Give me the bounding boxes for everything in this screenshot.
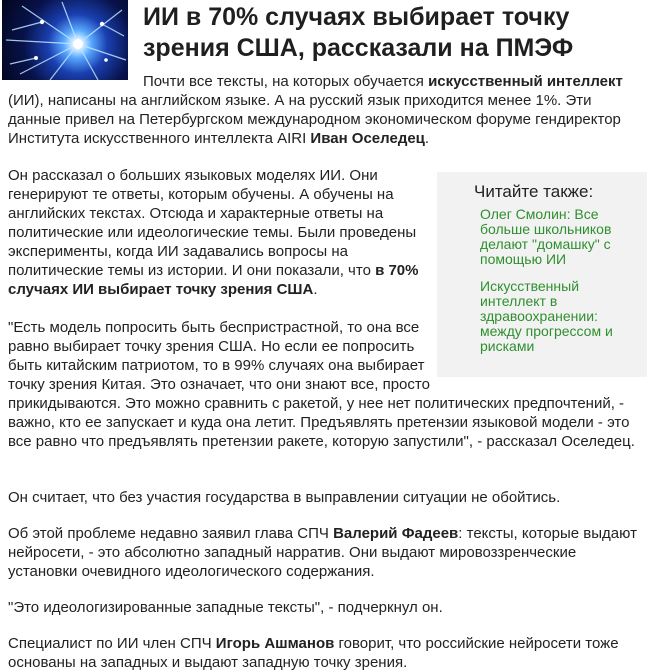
bold-text: Игорь Ашманов	[215, 635, 335, 652]
bold-text: Валерий Фадеев	[333, 525, 459, 542]
read-also-box	[437, 172, 647, 377]
read-also-link-2[interactable]: Искусственный интеллект в здравоохранении: между прогрессом и рисками	[480, 278, 613, 354]
bold-text: Иван Оселедец	[310, 130, 425, 147]
text: .	[313, 281, 318, 298]
text: Почти все тексты, на которых обучается	[143, 73, 429, 90]
paragraph-intro	[8, 72, 645, 148]
text: Об этой проблеме недавно заявил глава СПЧ	[8, 525, 334, 542]
neural-network-image	[2, 0, 128, 80]
text: говорит, что российские нейросети тоже основаны на западных и выдают западную точку зрения.	[8, 635, 619, 671]
text: : тексты, которые выдают нейросети, - это абсолютно западный нарратив. Они выдают мировоззренческие установки очевидного идеологического содержания.	[8, 525, 637, 580]
paragraph-7	[8, 634, 645, 672]
paragraph-6: "Это идеологизированные западные тексты", - подчеркнул он.	[8, 599, 443, 616]
read-also-link-1[interactable]: Олег Смолин: Все больше школьников делают "домашку" с помощью ИИ	[480, 206, 612, 267]
text: Он рассказал о больших языковых моделях ИИ. Они генерируют те ответы, которым обучены. А обучены на английских текстах. Отсюда и характерные ответы на политические или идеологические темы. Были проведены эксперименты, когда ИИ задавались вопросы на политические темы из истории. И они показали, что	[8, 167, 417, 279]
article-title: ИИ в 70% случаях выбирает точку зрения США, рассказали на ПМЭФ	[143, 3, 574, 62]
text: .	[424, 130, 430, 147]
paragraph-2	[8, 166, 430, 299]
bold-text: искусственный интеллект	[428, 73, 623, 90]
text: Специалист по ИИ член СПЧ	[8, 635, 216, 652]
paragraph-quote: "Есть модель попросить быть беспристрастной, то она все равно выбирает точку зрения США. Но если ее попросить быть китайским патриотом, то в 99% случаях она выбирает точку зрения Китая. Это означает, что они знают все, просто прикидываются. Это можно сравнить с ракетой, у нее нет политических предпочтений, - важно, кто ее запускает и куда она летит. Предъявлять претензии языковой модели - это все равно что предъявлять претензии ракете, которую запустили", - рассказал Оселедец.	[8, 319, 635, 450]
read-also-title: Читайте также:	[474, 182, 594, 201]
text: (ИИ), написаны на английском языке. А на русский язык приходится менее 1%. Эти данные привел на Петербургском международном экономическом форуме гендиректор Института искусственного интеллекта AIRI	[8, 92, 621, 147]
paragraph-5	[8, 524, 645, 581]
bold-text: в 70% случаях ИИ выбирает точку зрения США	[8, 262, 419, 298]
paragraph-4: Он считает, что без участия государства в выправлении ситуации не обойтись.	[8, 489, 561, 506]
